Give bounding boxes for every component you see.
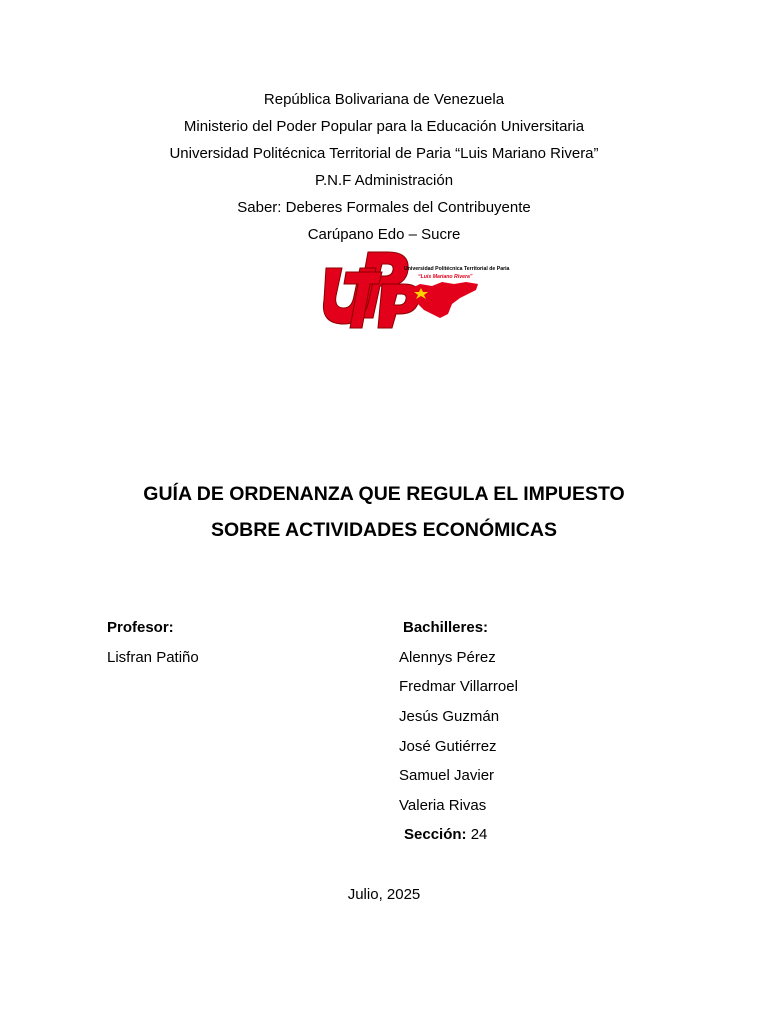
student-name: Fredmar Villarroel xyxy=(399,678,518,695)
profesor-label: Profesor: xyxy=(107,619,174,636)
logo-text-name: “Luis Mariano Rivera” xyxy=(418,274,473,280)
seccion-label: Sección: xyxy=(404,826,467,843)
header-republic: República Bolivariana de Venezuela xyxy=(263,91,505,108)
document-title-line-2: SOBRE ACTIVIDADES ECONÓMICAS xyxy=(211,519,557,541)
header-university: Universidad Politécnica Territorial de Paria “Luis Mariano Rivera” xyxy=(169,145,599,162)
university-logo xyxy=(320,248,510,332)
header-ministry: Ministerio del Poder Popular para la Educación Universitaria xyxy=(183,118,585,135)
seccion-line xyxy=(404,826,487,844)
bachilleres-label: Bachilleres: xyxy=(403,619,489,636)
header-subject: Saber: Deberes Formales del Contribuyente xyxy=(237,199,531,216)
logo-text-university: Universidad Politécnica Territorial de Paria xyxy=(404,266,510,272)
student-name: Samuel Javier xyxy=(399,767,495,784)
uptp-logo-graphic xyxy=(320,248,510,332)
student-name: Valeria Rivas xyxy=(399,797,487,814)
profesor-name: Lisfran Patiño xyxy=(107,649,199,666)
student-name: Jesús Guzmán xyxy=(399,708,500,725)
header-location: Carúpano Edo – Sucre xyxy=(307,226,461,243)
document-date: Julio, 2025 xyxy=(347,886,421,903)
header-program: P.N.F Administración xyxy=(314,172,454,189)
student-name: José Gutiérrez xyxy=(399,738,497,755)
seccion-value: 24 xyxy=(470,826,488,843)
document-title-line-1: GUÍA DE ORDENANZA QUE REGULA EL IMPUESTO xyxy=(143,483,625,505)
student-name: Alennys Pérez xyxy=(399,649,496,666)
